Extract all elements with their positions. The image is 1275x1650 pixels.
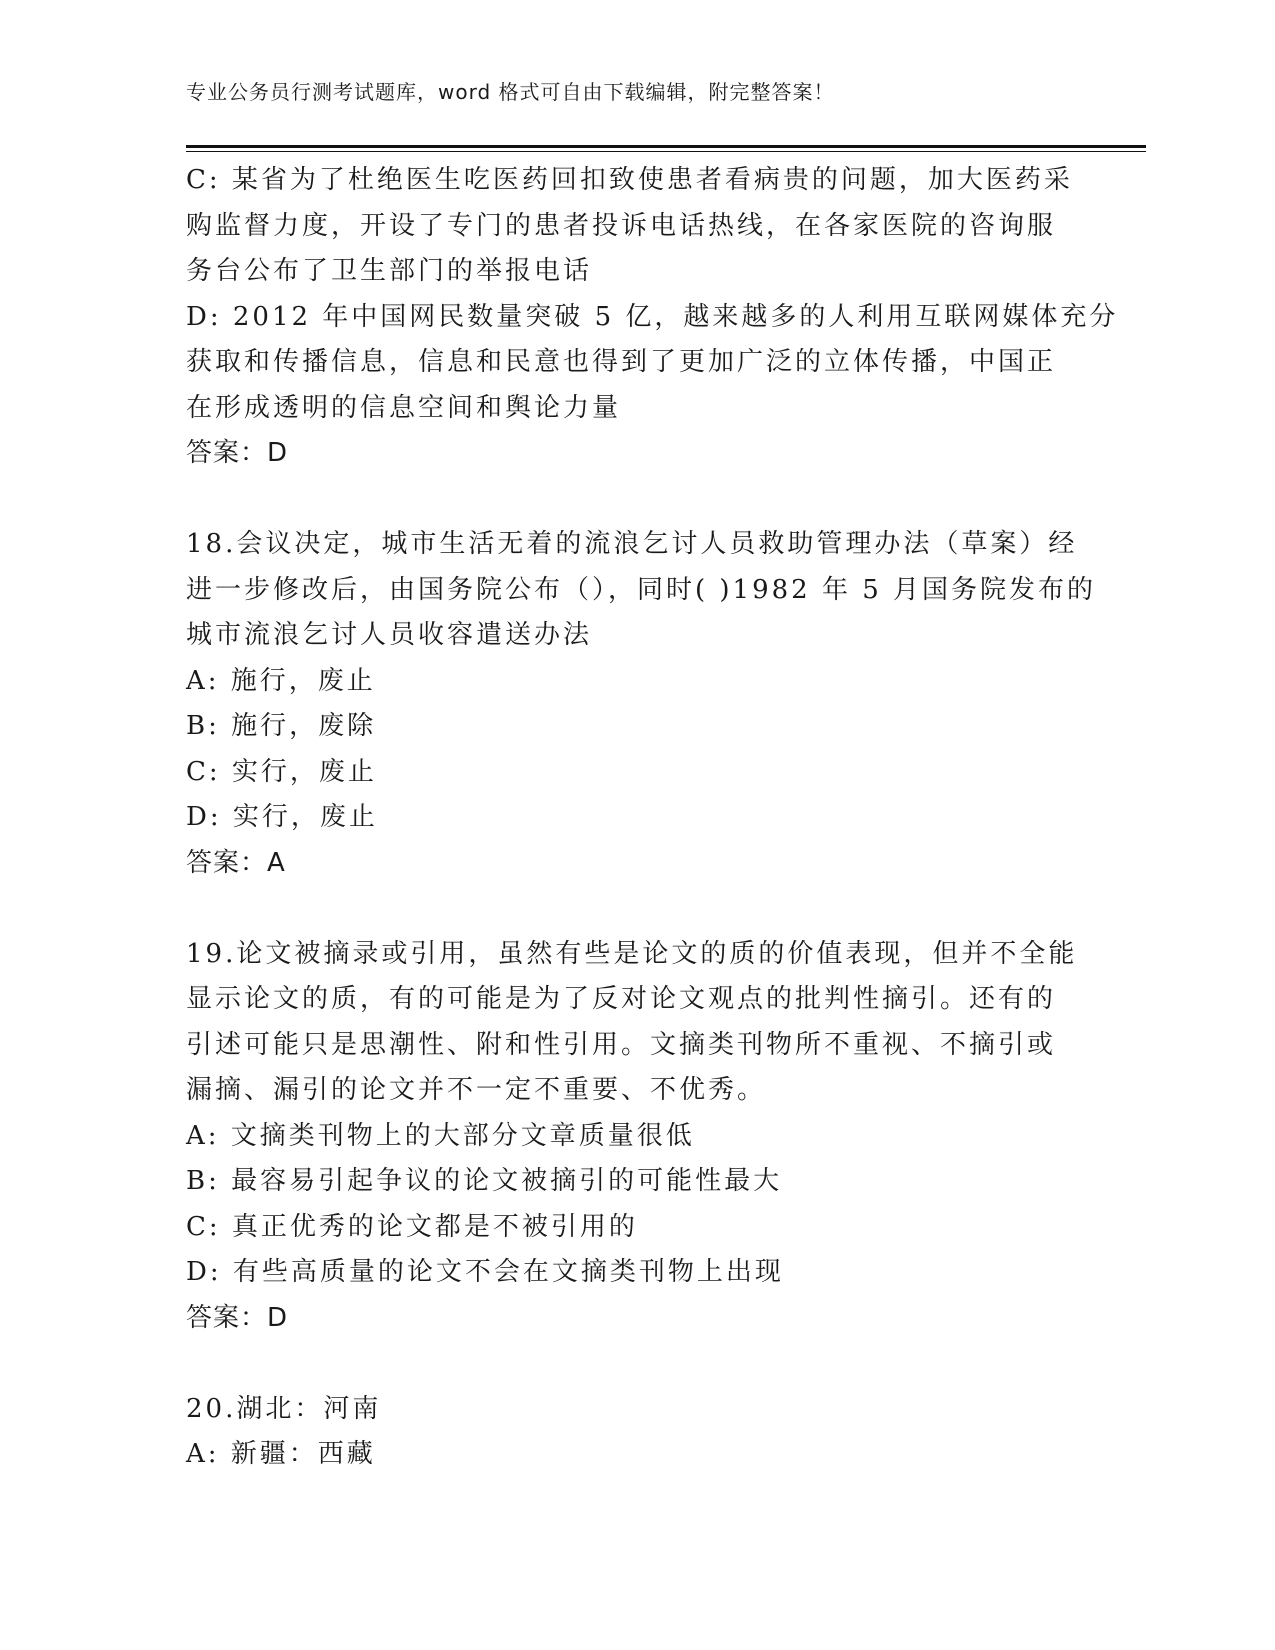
question-stem-line: 漏摘、漏引的论文并不一定不重要、不优秀。 bbox=[186, 1075, 767, 1105]
question-stem-line: 引述可能只是思潮性、附和性引用。文摘类刊物所不重视、不摘引或 bbox=[186, 1029, 1057, 1060]
question-stem-line: 19.论文被摘录或引用，虽然有些是论文的质的价值表现，但并不全能 bbox=[186, 938, 1078, 969]
option-line: 购监督力度，开设了专门的患者投诉电话热线，在各家医院的咨询服 bbox=[186, 210, 1057, 241]
block-spacer bbox=[186, 1341, 1076, 1387]
question-block-20 bbox=[186, 1387, 1076, 1478]
page-header: 专业公务员行测考试题库，word 格式可自由下载编辑，附完整答案！ bbox=[186, 80, 835, 104]
option-line: D: 2012 年中国网民数量突破 5 亿，越来越多的人利用互联网媒体充分 bbox=[186, 301, 1119, 332]
header-rule-thin bbox=[186, 151, 1146, 152]
option-line: C: 某省为了杜绝医生吃医药回扣致使患者看病贵的问题，加大医药采 bbox=[186, 165, 1073, 195]
option-b: B: 施行，废除 bbox=[186, 711, 377, 741]
option-a: A: 新疆：西藏 bbox=[186, 1439, 376, 1469]
question-stem-line: 18.会议决定，城市生活无着的流浪乞讨人员救助管理办法（草案）经 bbox=[186, 529, 1078, 559]
option-c: C: 真正优秀的论文都是不被引用的 bbox=[186, 1211, 638, 1242]
question-block-19 bbox=[186, 932, 1076, 1342]
option-c: C: 实行，废止 bbox=[186, 756, 377, 787]
option-a: A: 施行，废止 bbox=[186, 665, 376, 696]
option-b: B: 最容易引起争议的论文被摘引的可能性最大 bbox=[186, 1166, 783, 1196]
question-stem-line: 20.湖北：河南 bbox=[186, 1393, 382, 1424]
option-d: D: 实行，废止 bbox=[186, 802, 378, 832]
question-stem-line: 城市流浪乞讨人员收容遣送办法 bbox=[186, 620, 593, 650]
option-a: A: 文摘类刊物上的大部分文章质量很低 bbox=[186, 1120, 695, 1151]
block-spacer bbox=[186, 477, 1076, 523]
block-spacer bbox=[186, 886, 1076, 932]
question-stem-line: 进一步修改后，由国务院公布（），同时( )1982 年 5 月国务院发布的 bbox=[186, 574, 1097, 605]
question-stem-line: 显示论文的质，有的可能是为了反对论文观点的批判性摘引。还有的 bbox=[186, 984, 1057, 1014]
option-line: 在形成透明的信息空间和舆论力量 bbox=[186, 392, 622, 423]
option-line: 获取和传播信息，信息和民意也得到了更加广泛的立体传播，中国正 bbox=[186, 347, 1057, 377]
option-d: D: 有些高质量的论文不会在文摘类刊物上出现 bbox=[186, 1257, 784, 1287]
answer-line: 答案：D bbox=[186, 438, 289, 468]
question-block-17 bbox=[186, 158, 1119, 477]
option-line: 务台公布了卫生部门的举报电话 bbox=[186, 256, 593, 286]
answer-line: 答案：A bbox=[186, 847, 286, 878]
question-content bbox=[186, 158, 1119, 1478]
answer-line: 答案：D bbox=[186, 1302, 289, 1333]
header-rule-thick bbox=[186, 145, 1146, 148]
question-block-18 bbox=[186, 522, 1097, 886]
